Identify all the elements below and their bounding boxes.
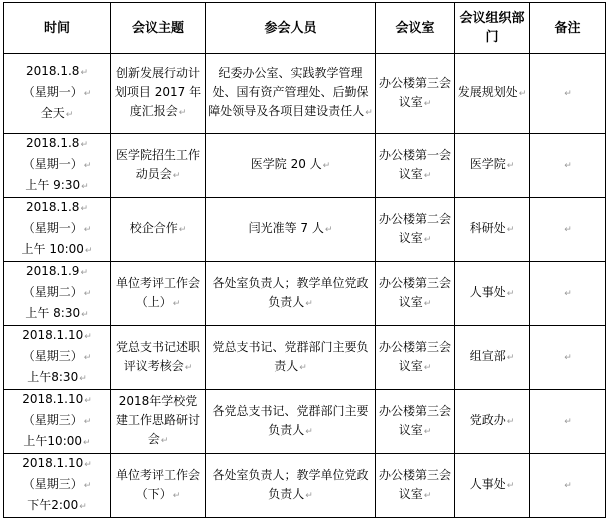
cell-topic (111, 262, 206, 326)
time-date: 2018.1.10 (22, 456, 84, 470)
cell-dept (455, 54, 530, 134)
cell-notes (530, 134, 606, 198)
return-mark-icon: ↵ (365, 108, 373, 118)
return-mark-icon: ↵ (79, 502, 87, 512)
meeting-schedule-table (3, 2, 606, 518)
cell-room-text: 办公楼第三会议室 (378, 467, 451, 501)
cell-topic-text: 校企合作 (129, 221, 178, 235)
return-mark-icon: ↵ (83, 225, 92, 235)
table-body (4, 54, 606, 518)
return-mark-icon: ↵ (83, 89, 92, 99)
cell-dept-text: 医学院 (469, 157, 506, 171)
time-date: 2018.1.8 (26, 136, 80, 150)
time-date: 2018.1.10 (22, 328, 84, 342)
time-week: （星期一） (22, 157, 83, 171)
table-header-row (4, 3, 606, 54)
cell-room-text: 办公楼第三会议室 (378, 339, 451, 373)
return-mark-icon: ↵ (80, 204, 88, 214)
cell-room-text: 办公楼第三会议室 (378, 275, 451, 309)
return-mark-icon: ↵ (518, 89, 527, 99)
return-mark-icon: ↵ (84, 332, 92, 342)
cell-room (376, 326, 455, 390)
return-mark-icon: ↵ (423, 234, 432, 245)
return-mark-icon: ↵ (305, 426, 313, 437)
cell-notes (530, 262, 606, 326)
return-mark-icon: ↵ (506, 289, 515, 299)
cell-dept-text: 人事处 (469, 477, 506, 491)
cell-time (4, 454, 111, 518)
cell-attendees (206, 54, 376, 134)
return-mark-icon: ↵ (506, 417, 515, 427)
time-week: （星期一） (22, 221, 83, 235)
cell-dept (455, 454, 530, 518)
return-mark-icon: ↵ (305, 298, 313, 309)
return-mark-icon: ↵ (172, 298, 181, 309)
return-mark-icon: ↵ (564, 289, 572, 299)
cell-topic-text: 2018年学校党建工作思路研讨会 (115, 394, 200, 446)
return-mark-icon: ↵ (79, 374, 87, 384)
cell-topic-text: 单位考评工作会（上） (115, 275, 200, 309)
return-mark-icon: ↵ (80, 68, 88, 78)
cell-room-text: 办公楼第三会议室 (378, 75, 451, 109)
time-week: （星期三） (22, 477, 83, 491)
cell-attendees (206, 262, 376, 326)
return-mark-icon: ↵ (83, 161, 92, 171)
cell-dept-text: 科研处 (469, 221, 506, 235)
cell-time (4, 326, 111, 390)
return-mark-icon: ↵ (178, 225, 187, 235)
time-week: （星期二） (22, 285, 83, 299)
table-row (4, 390, 606, 454)
time-week: （星期三） (22, 413, 83, 427)
cell-notes (530, 454, 606, 518)
return-mark-icon: ↵ (423, 490, 432, 501)
table-row (4, 54, 606, 134)
time-date: 2018.1.10 (22, 392, 84, 406)
return-mark-icon: ↵ (83, 417, 92, 427)
cell-topic-text: 单位考评工作会（下） (115, 467, 200, 501)
time-slot: 上午8:30 (27, 370, 79, 384)
cell-time (4, 262, 111, 326)
cell-topic-text: 医学院招生工作动员会 (115, 147, 200, 181)
return-mark-icon: ↵ (564, 89, 572, 99)
return-mark-icon: ↵ (83, 289, 92, 299)
cell-room (376, 454, 455, 518)
time-date: 2018.1.8 (26, 200, 80, 214)
time-date: 2018.1.8 (26, 64, 80, 78)
cell-time (4, 54, 111, 134)
return-mark-icon: ↵ (172, 490, 181, 501)
cell-notes (530, 198, 606, 262)
return-mark-icon: ↵ (299, 362, 307, 373)
return-mark-icon: ↵ (80, 268, 88, 278)
table-row (4, 262, 606, 326)
return-mark-icon: ↵ (423, 426, 432, 437)
cell-attendees (206, 198, 376, 262)
return-mark-icon: ↵ (564, 481, 572, 491)
cell-dept-text: 组宣部 (469, 349, 506, 363)
cell-attendees-text: 闫光准等 7 人 (248, 221, 324, 235)
cell-topic (111, 326, 206, 390)
cell-attendees-text: 纪委办公室、实践教学管理处、国有资产管理处、后勤保障处领导及各项目建设责任人 (208, 66, 369, 118)
cell-dept (455, 262, 530, 326)
return-mark-icon: ↵ (160, 436, 169, 446)
cell-dept-text: 发展规划处 (457, 85, 518, 99)
return-mark-icon: ↵ (564, 225, 572, 235)
return-mark-icon: ↵ (83, 481, 92, 491)
cell-topic-text: 党总支书记述职评议考核会 (115, 339, 200, 373)
cell-topic-text: 创新发展行动计划项目 2017 年度汇报会 (114, 66, 202, 118)
return-mark-icon: ↵ (83, 353, 92, 363)
time-slot: 上午 9:30 (25, 178, 81, 192)
return-mark-icon: ↵ (322, 161, 331, 171)
cell-topic (111, 390, 206, 454)
cell-room (376, 262, 455, 326)
return-mark-icon: ↵ (184, 362, 193, 373)
cell-dept (455, 198, 530, 262)
cell-time (4, 390, 111, 454)
cell-room (376, 198, 455, 262)
cell-attendees-text: 医学院 20 人 (250, 157, 322, 171)
time-slot: 上午10:00 (23, 434, 83, 448)
time-week: （星期一） (22, 85, 83, 99)
cell-room (376, 54, 455, 134)
cell-attendees-text: 各处室负责人；教学单位党政负责人 (212, 467, 369, 501)
cell-dept-text: 人事处 (469, 285, 506, 299)
cell-room-text: 办公楼第三会议室 (378, 403, 451, 437)
cell-room (376, 390, 455, 454)
table-row (4, 198, 606, 262)
return-mark-icon: ↵ (178, 108, 187, 118)
return-mark-icon: ↵ (83, 438, 91, 448)
return-mark-icon: ↵ (81, 310, 89, 320)
cell-attendees-text: 各处室负责人；教学单位党政负责人 (212, 275, 369, 309)
return-mark-icon: ↵ (506, 353, 515, 363)
time-slot: 上午 10:00 (21, 242, 84, 256)
cell-room-text: 办公楼第二会议室 (378, 211, 451, 245)
time-slot: 上午 8:30 (25, 306, 81, 320)
table-row (4, 134, 606, 198)
return-mark-icon: ↵ (423, 298, 432, 309)
return-mark-icon: ↵ (80, 140, 88, 150)
return-mark-icon: ↵ (81, 182, 89, 192)
cell-time (4, 198, 111, 262)
cell-room (376, 134, 455, 198)
time-slot: 下午2:00 (27, 498, 79, 512)
return-mark-icon: ↵ (564, 353, 572, 363)
cell-notes (530, 326, 606, 390)
cell-time (4, 134, 111, 198)
time-week: （星期三） (22, 349, 83, 363)
return-mark-icon: ↵ (84, 396, 92, 406)
cell-attendees-text: 各党总支书记、党群部门主要负责人 (212, 403, 369, 437)
cell-topic (111, 454, 206, 518)
header-room: 会议室 (376, 3, 455, 54)
cell-attendees-text: 党总支书记、党群部门主要负责人 (212, 339, 369, 373)
return-mark-icon: ↵ (506, 225, 515, 235)
header-topic: 会议主题 (111, 3, 206, 54)
return-mark-icon: ↵ (423, 98, 432, 109)
return-mark-icon: ↵ (172, 170, 181, 181)
header-time: 时间 (4, 3, 111, 54)
return-mark-icon: ↵ (84, 246, 93, 256)
cell-attendees (206, 134, 376, 198)
return-mark-icon: ↵ (423, 170, 432, 181)
cell-dept-text: 党政办 (469, 413, 506, 427)
cell-dept (455, 390, 530, 454)
return-mark-icon: ↵ (506, 481, 515, 491)
return-mark-icon: ↵ (84, 460, 92, 470)
cell-topic (111, 134, 206, 198)
cell-topic (111, 198, 206, 262)
time-date: 2018.1.9 (26, 264, 80, 278)
cell-topic (111, 54, 206, 134)
cell-notes (530, 54, 606, 134)
header-dept: 会议组织部门 (455, 3, 530, 54)
cell-attendees (206, 390, 376, 454)
time-slot: 全天 (40, 106, 65, 120)
return-mark-icon: ↵ (324, 225, 333, 235)
cell-room-text: 办公楼第一会议室 (378, 147, 451, 181)
cell-dept (455, 326, 530, 390)
cell-attendees (206, 454, 376, 518)
cell-attendees (206, 326, 376, 390)
cell-dept (455, 134, 530, 198)
table-row (4, 326, 606, 390)
cell-notes (530, 390, 606, 454)
header-notes: 备注 (530, 3, 606, 54)
return-mark-icon: ↵ (506, 161, 515, 171)
return-mark-icon: ↵ (305, 490, 313, 501)
table-row (4, 454, 606, 518)
return-mark-icon: ↵ (564, 161, 572, 171)
return-mark-icon: ↵ (423, 362, 432, 373)
return-mark-icon: ↵ (65, 110, 74, 120)
return-mark-icon: ↵ (564, 417, 572, 427)
header-attendees: 参会人员 (206, 3, 376, 54)
